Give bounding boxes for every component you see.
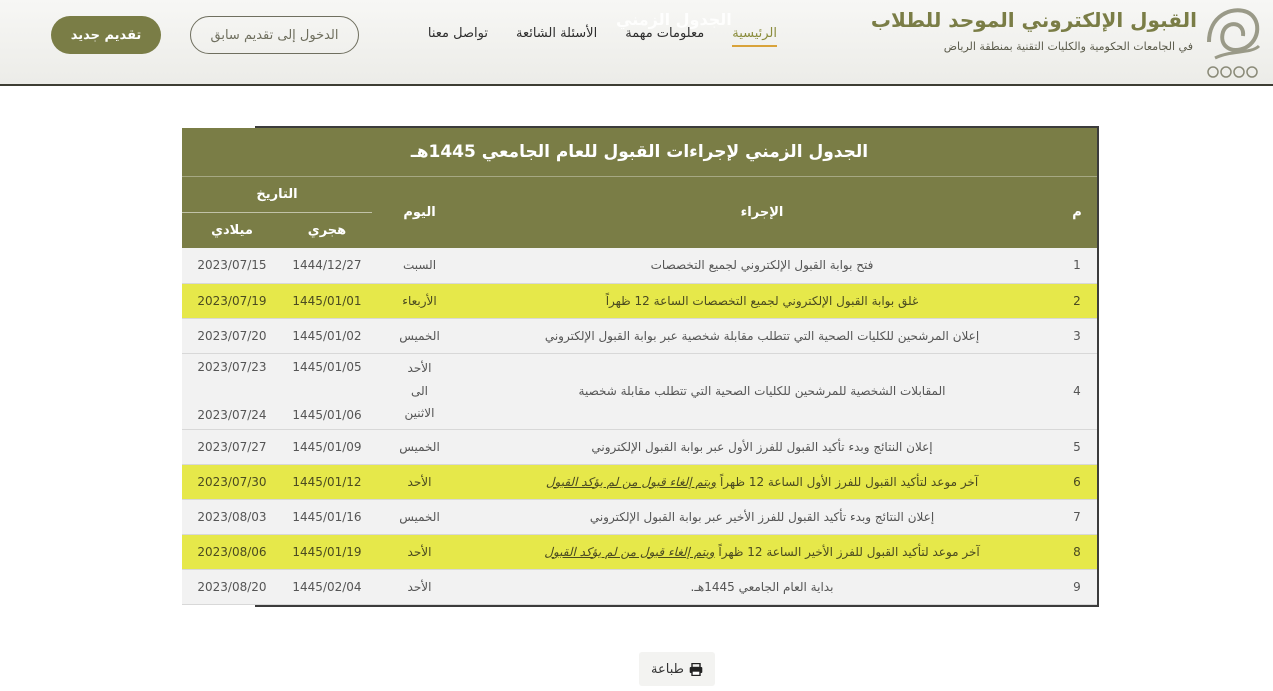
header-num: م	[1057, 176, 1097, 248]
header-gregorian: ميلادي	[182, 212, 282, 248]
row-gregorian: 2023/08/03	[182, 499, 282, 534]
row-warning-note: ويتم إلغاء قبول من لم يؤكد القبول	[544, 544, 715, 559]
row-hijri: 1445/01/01	[282, 283, 372, 318]
table-row	[182, 353, 1097, 429]
row-gregorian: 2023/08/20	[182, 569, 282, 604]
row-num: 6	[1057, 464, 1097, 499]
row-action: آخر موعد لتأكيد القبول للفرز الأخير الساعة 12 ظهراً	[714, 544, 980, 559]
row-action: بداية العام الجامعي 1445هـ.	[467, 569, 1057, 604]
row-num: 2	[1057, 283, 1097, 318]
row-hijri: 1445/01/16	[282, 499, 372, 534]
row-action: غلق بوابة القبول الإلكتروني لجميع التخصصات الساعة 12 ظهراً	[467, 283, 1057, 318]
table-row	[182, 464, 1097, 499]
row-num: 1	[1057, 248, 1097, 283]
row-day: الخميس	[372, 318, 467, 353]
row-warning-note: ويتم إلغاء قبول من لم يؤكد القبول	[545, 474, 717, 489]
university-logo[interactable]	[1201, 2, 1265, 80]
nav-important-info[interactable]: معلومات مهمة	[625, 26, 705, 41]
header-action: الإجراء	[467, 176, 1057, 248]
nav-contact[interactable]: تواصل معنا	[427, 26, 488, 41]
row-gregorian-to: 2023/07/24	[197, 408, 267, 422]
row-day: الأحد	[372, 569, 467, 604]
row-gregorian-from: 2023/07/23	[197, 360, 267, 374]
row-day: الأربعاء	[372, 283, 467, 318]
nav-faq[interactable]: الأسئلة الشائعة	[515, 26, 598, 41]
row-day-to-word: الى	[411, 383, 428, 398]
row-gregorian: 2023/07/15	[182, 248, 282, 283]
row-action-cell	[467, 534, 1057, 569]
table-row	[182, 429, 1097, 464]
row-gregorian: 2023/07/19	[182, 283, 282, 318]
row-num: 4	[1057, 353, 1097, 429]
table-row	[182, 248, 1097, 283]
row-day: الخميس	[372, 429, 467, 464]
row-hijri: 1445/01/02	[282, 318, 372, 353]
row-hijri-range	[282, 353, 372, 429]
row-day: الخميس	[372, 499, 467, 534]
header-day: اليوم	[372, 176, 467, 248]
row-action: إعلان النتائج وبدء تأكيد القبول للفرز الأخير عبر بوابة القبول الإلكتروني	[467, 499, 1057, 534]
ghost-page-title: الجدول الزمني	[616, 10, 732, 29]
row-num: 8	[1057, 534, 1097, 569]
row-hijri-to: 1445/01/06	[292, 408, 362, 422]
row-gregorian: 2023/07/27	[182, 429, 282, 464]
row-hijri: 1445/01/12	[282, 464, 372, 499]
row-gregorian-range	[182, 353, 282, 429]
row-hijri: 1445/01/19	[282, 534, 372, 569]
site-title: القبول الإلكتروني الموحد للطلاب	[870, 8, 1197, 32]
site-subtitle: في الجامعات الحكومية والكليات التقنية بمنطقة الرياض	[943, 40, 1193, 53]
header-hijri: هجري	[282, 212, 372, 248]
login-previous-application-button[interactable]: الدخول إلى تقديم سابق	[190, 16, 359, 54]
row-gregorian: 2023/08/06	[182, 534, 282, 569]
print-label: طباعة	[651, 661, 684, 677]
row-num: 5	[1057, 429, 1097, 464]
table-caption: الجدول الزمني لإجراءات القبول للعام الجامعي 1445هـ	[182, 128, 1097, 176]
nav-home[interactable]: الرئيسية	[732, 26, 777, 47]
table-row	[182, 283, 1097, 318]
row-action: إعلان المرشحين للكليات الصحية التي تتطلب مقابلة شخصية عبر بوابة القبول الإلكتروني	[467, 318, 1057, 353]
row-action: فتح بوابة القبول الإلكتروني لجميع التخصصات	[467, 248, 1057, 283]
row-day: الأحد	[372, 534, 467, 569]
row-action: إعلان النتائج وبدء تأكيد القبول للفرز الأول عبر بوابة القبول الإلكتروني	[467, 429, 1057, 464]
row-action: المقابلات الشخصية للمرشحين للكليات الصحية التي تتطلب مقابلة شخصية	[467, 353, 1057, 429]
row-num: 7	[1057, 499, 1097, 534]
header-date: التاريخ	[182, 176, 372, 212]
row-gregorian: 2023/07/30	[182, 464, 282, 499]
row-hijri: 1445/02/04	[282, 569, 372, 604]
row-day-range	[372, 353, 467, 429]
printer-icon	[689, 663, 703, 676]
row-hijri-from: 1445/01/05	[292, 360, 362, 374]
row-day: الأحد	[372, 464, 467, 499]
table-row	[182, 318, 1097, 353]
main-nav	[428, 26, 777, 47]
row-hijri: 1445/01/09	[282, 429, 372, 464]
row-day-from: الأحد	[407, 361, 432, 375]
table-row	[182, 569, 1097, 604]
schedule-table-container	[197, 126, 1099, 607]
schedule-table	[182, 128, 1097, 605]
row-action: آخر موعد لتأكيد القبول للفرز الأول الساعة 12 ظهراً	[716, 474, 979, 489]
row-num: 3	[1057, 318, 1097, 353]
table-row	[182, 534, 1097, 569]
new-application-button[interactable]: تقديم جديد	[51, 16, 161, 54]
print-button[interactable]	[639, 652, 715, 686]
row-day-to: الاثنين	[404, 406, 435, 421]
row-num: 9	[1057, 569, 1097, 604]
row-action-cell	[467, 464, 1057, 499]
row-day: السبت	[372, 248, 467, 283]
table-row	[182, 499, 1097, 534]
row-gregorian: 2023/07/20	[182, 318, 282, 353]
site-header	[0, 0, 1273, 86]
row-hijri: 1444/12/27	[282, 248, 372, 283]
